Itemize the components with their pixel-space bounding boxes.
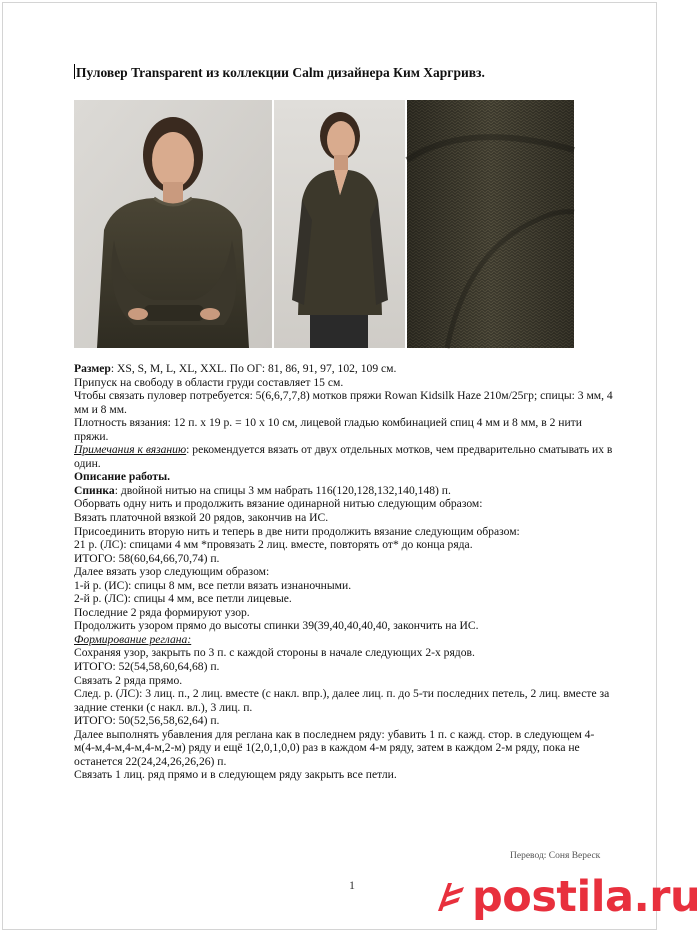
watermark-text: postila.ru (472, 872, 700, 922)
description-heading: Описание работы. (74, 470, 171, 484)
instruction-line: 1-й р. (ИС): спицы 8 мм, все петли вязать изнаночными. (74, 578, 352, 592)
instruction-line: Оборвать одну нить и продолжить вязание одинарной нитью следующим образом: (74, 497, 483, 511)
instruction-line: Присоединить вторую нить и теперь в две нити продолжить вязание следующим образом: (74, 524, 520, 538)
knit-closeup-photo (407, 100, 574, 348)
raglan-heading: Формирование реглана: (74, 632, 192, 646)
instruction-line: ИТОГО: 52(54,58,60,64,68) п. (74, 660, 220, 674)
instruction-line: 2-й р. (ЛС): спицы 4 мм, все петли лицевые. (74, 592, 292, 606)
page-number: 1 (349, 878, 355, 892)
model-side-photo (274, 100, 405, 348)
instruction-line: Вязать платочной вязкой 20 рядов, закончив на ИС. (74, 511, 329, 525)
size-line: Размер: XS, S, M, L, XL, XXL. По ОГ: 81, 86, 91, 97, 102, 109 см. (74, 362, 397, 375)
instruction-line: Продолжить узором прямо до высоты спинки 39(39,40,40,40,40, закончить на ИС. (74, 619, 479, 633)
back-label: Спинка (74, 483, 115, 497)
instruction-line: Связать 2 ряда прямо. (74, 673, 183, 687)
notes-line: Примечания к вязанию: рекомендуется вязать от двух отдельных мотков, чем предварительно сматывать их в один. (74, 443, 613, 470)
size-label: Размер (74, 362, 111, 375)
materials-line: Чтобы связать пуловер потребуется: 5(6,6,7,7,8) мотков пряжи Rowan Kidsilk Haze 210м/25гр; спицы: 3 мм, 4 мм и 8 мм. (74, 389, 613, 416)
pattern-instructions (74, 362, 614, 782)
translator-credit: Перевод: Соня Вереск (510, 851, 601, 861)
model-front-photo (74, 100, 272, 348)
instruction-line: 21 р. (ЛС): спицами 4 мм *провязать 2 лиц. вместе, повторять от* до конца ряда. (74, 538, 473, 552)
notes-label: Примечания к вязанию (74, 443, 187, 457)
back-line: Спинка: двойной нитью на спицы 3 мм набрать 116(120,128,132,140,148) п. (74, 483, 451, 497)
instruction-line: Далее выполнять убавления для реглана как в последнем ряду: убавить 1 п. с кажд. стор. в следующем 4-м(4-м,4-м,4-м,4-м,2-м) ряду и ещё 1(2,0,1,0,0) раз в каждом 4-м ряду, затем в каждом 2-м ряду, пока не останется 22(24,24,26,26,26) п. (74, 727, 595, 768)
allowance-line: Припуск на свободу в области груди составляет 15 см. (74, 375, 344, 389)
postila-logo-icon (430, 877, 470, 917)
postila-watermark (430, 872, 700, 922)
instruction-line: Связать 1 лиц. ряд прямо и в следующем ряду закрыть все петли. (74, 768, 397, 782)
instruction-line: След. р. (ЛС): 3 лиц. п., 2 лиц. вместе (с накл. впр.), далее лиц. п. до 5-ти последних петель, 2 лиц. вместе за задние стенки (с накл. вл.), 3 лиц. п. (74, 687, 610, 714)
instruction-line: Далее вязать узор следующим образом: (74, 565, 270, 579)
instruction-line: Сохраняя узор, закрыть по 3 п. с каждой стороны в начале следующих 2-х рядов. (74, 646, 475, 660)
instruction-line: ИТОГО: 58(60,64,66,70,74) п. (74, 551, 220, 565)
instruction-line: Последние 2 ряда формируют узор. (74, 605, 250, 619)
instruction-line: ИТОГО: 50(52,56,58,62,64) п. (74, 714, 220, 728)
text-cursor (74, 64, 75, 79)
page-title: Пуловер Transparent из коллекции Calm дизайнера Ким Харгривз. (76, 65, 485, 80)
gauge-line: Плотность вязания: 12 п. х 19 р. = 10 х 10 см, лицевой гладью комбинацией спиц 4 мм и 8 мм, в 2 нити пряжи. (74, 416, 582, 443)
